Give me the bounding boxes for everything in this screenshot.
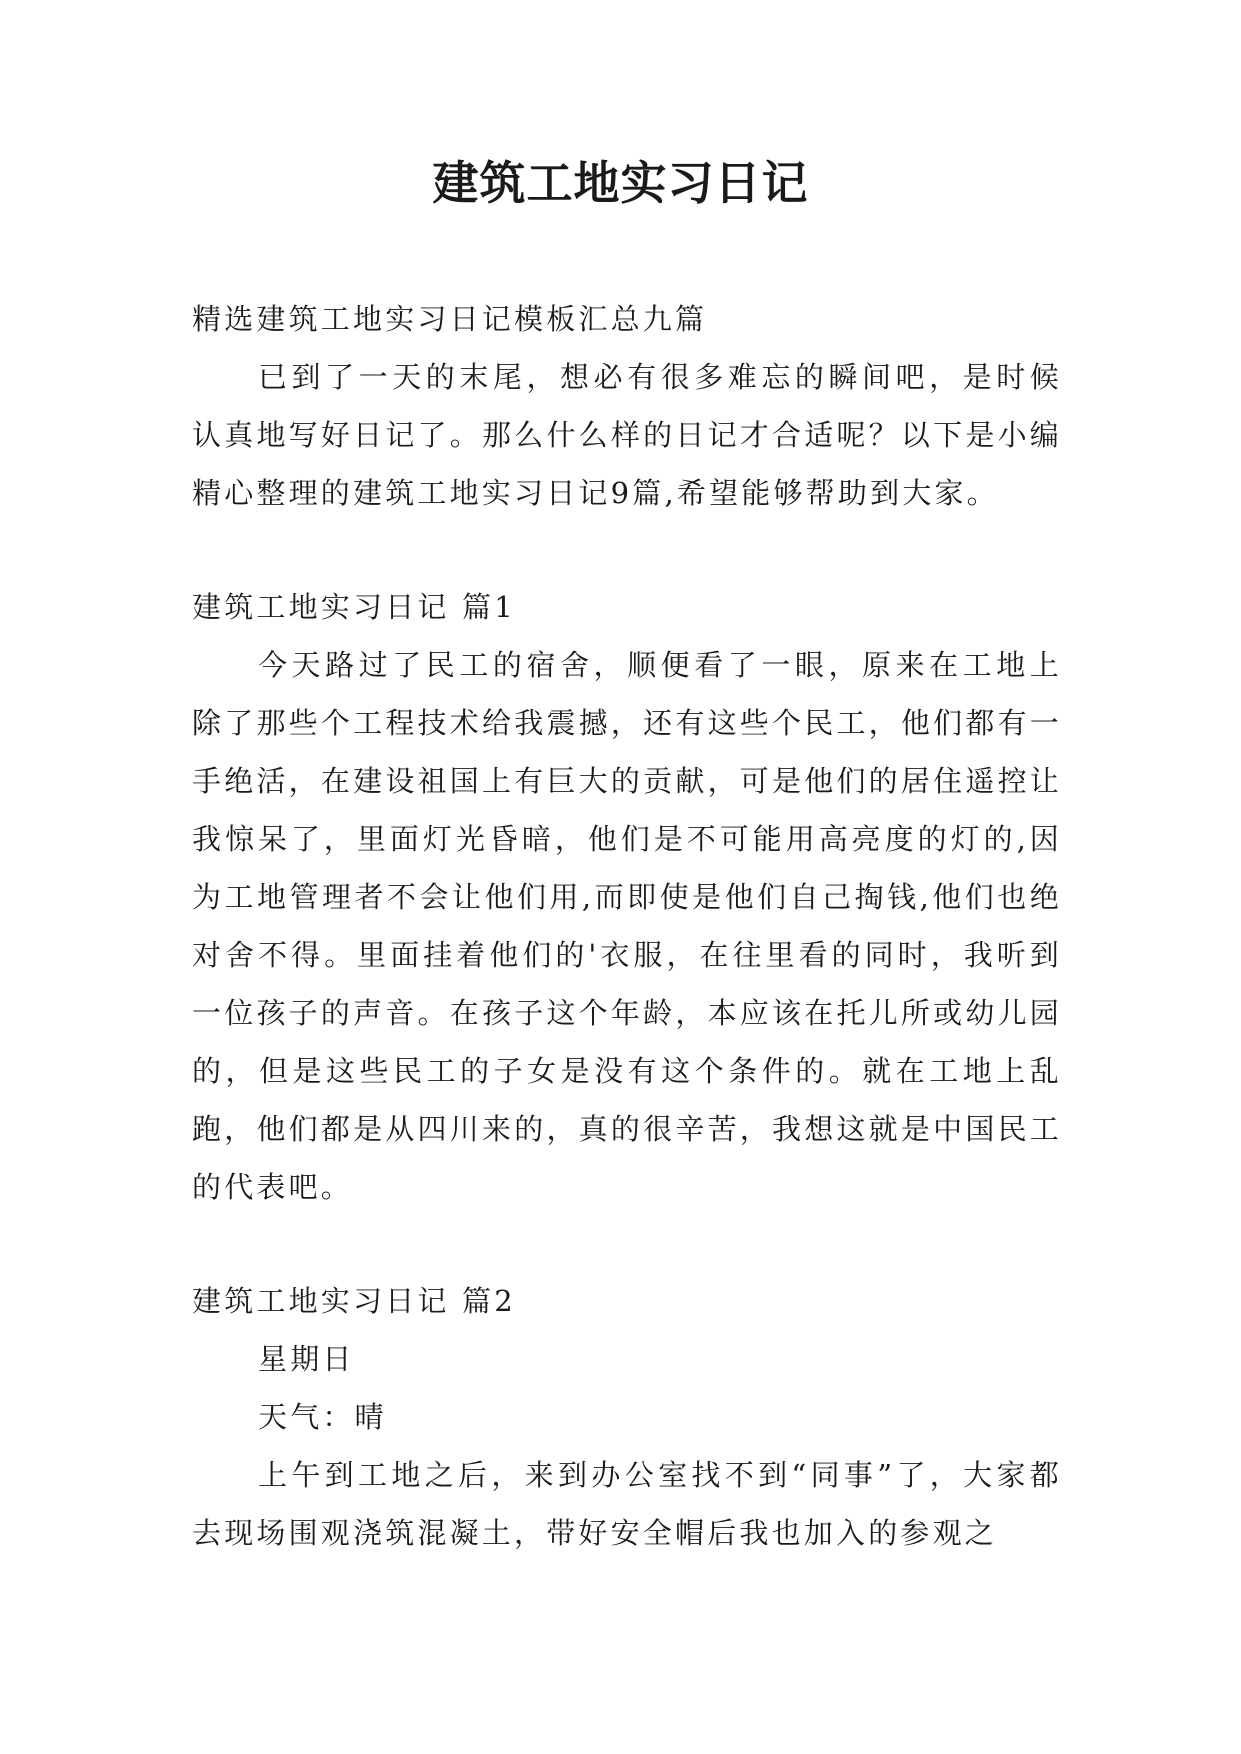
section-2-paragraph: 上午到工地之后，来到办公室找不到“同事”了，大家都去现场围观浇筑混凝土，带好安全帽后我也加入的参观之: [192, 1458, 1062, 1550]
section-2-weather: 天气：晴: [258, 1400, 387, 1434]
section-1-paragraph: 今天路过了民工的宿舍，顺便看了一眼，原来在工地上除了那些个工程技术给我震撼，还有这些个民工，他们都有一手绝活，在建设祖国上有巨大的贡献，可是他们的居住遥控让我惊呆了，里面灯光昏暗，他们是不可能用高亮度的灯的,因为工地管理者不会让他们用,而即使是他们自己掏钱,他们也绝对舍不得。里面挂着他们的'衣服，在往里看的同时，我听到一位孩子的声音。在孩子这个年龄，本应该在托儿所或幼儿园的，但是这些民工的子女是没有这个条件的。就在工地上乱跑，他们都是从四川来的，真的很辛苦，我想这就是中国民工的代表吧。: [192, 648, 1062, 1204]
section-spacer: [192, 1216, 1062, 1272]
document-body: [192, 290, 1062, 1562]
intro-paragraph: 已到了一天的末尾，想必有很多难忘的瞬间吧，是时候认真地写好日记了。那么什么样的日记才合适呢？以下是小编精心整理的建筑工地实习日记9篇,希望能够帮助到大家。: [192, 360, 1062, 510]
subtitle: 精选建筑工地实习日记模板汇总九篇: [192, 302, 708, 336]
document-title: 建筑工地实习日记: [432, 156, 809, 210]
section-2-day: 星期日: [258, 1342, 355, 1376]
section-2-heading: 建筑工地实习日记 篇2: [192, 1284, 516, 1318]
section-1-heading: 建筑工地实习日记 篇1: [192, 590, 516, 624]
section-spacer: [192, 522, 1062, 578]
